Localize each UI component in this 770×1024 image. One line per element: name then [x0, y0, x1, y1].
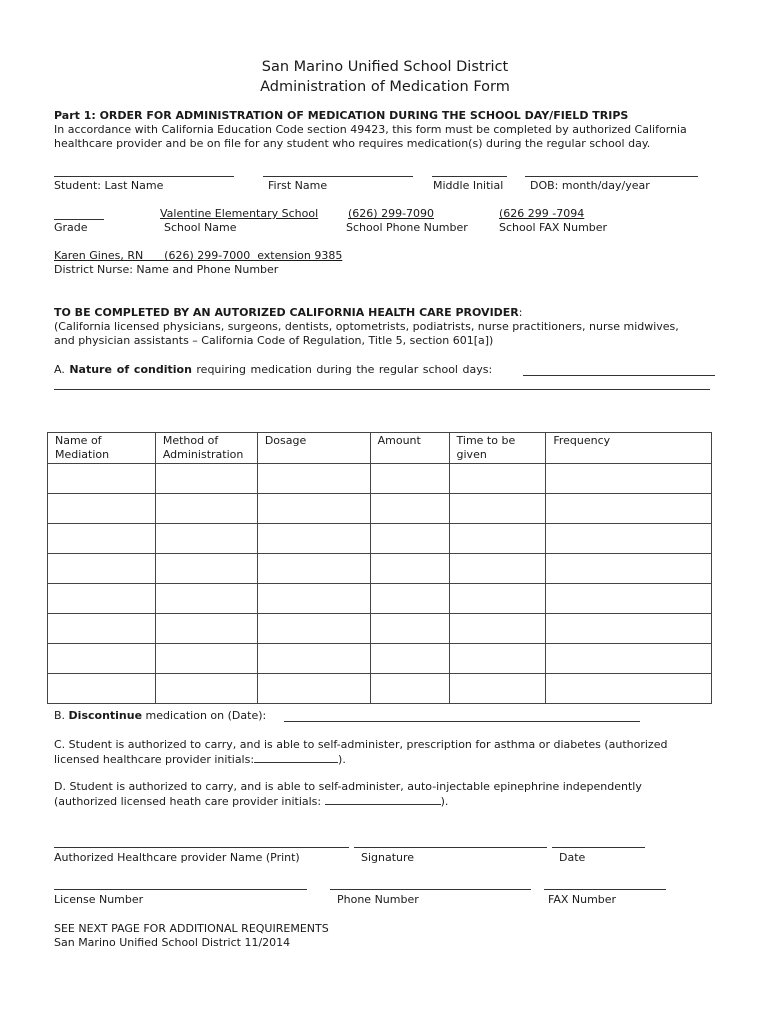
medication-cell[interactable] [449, 554, 546, 584]
column-header [370, 433, 449, 464]
medication-row [48, 614, 712, 644]
medication-cell[interactable] [449, 584, 546, 614]
medication-cell[interactable] [257, 554, 370, 584]
medication-cell[interactable] [155, 494, 257, 524]
dob-label: DOB: month/day/year [530, 179, 650, 192]
next-page-note: SEE NEXT PAGE FOR ADDITIONAL REQUIREMENTS [54, 922, 329, 935]
date-label: Date [559, 851, 586, 864]
medication-cell[interactable] [546, 674, 712, 704]
medication-row [48, 644, 712, 674]
dob-line[interactable] [525, 176, 698, 177]
item-a-text: requiring medication during the regular school days: [191, 363, 493, 376]
column-header-line [553, 448, 704, 462]
column-header [155, 433, 257, 464]
signature-label: Signature [361, 851, 415, 864]
medication-cell[interactable] [155, 464, 257, 494]
asthma-initials-line[interactable] [254, 752, 338, 763]
provider-section-heading [54, 306, 523, 320]
medication-cell[interactable] [449, 494, 546, 524]
fax-number-line[interactable] [544, 889, 666, 890]
item-d-prefix: (authorized licensed heath care provider initials: [54, 795, 325, 808]
medication-row [48, 464, 712, 494]
school-fax-value: (626 299 -7094 [499, 207, 585, 220]
item-a-prefix: A. [54, 363, 70, 376]
middle-initial-label: Middle Initial [433, 179, 504, 192]
medication-cell[interactable] [449, 464, 546, 494]
column-header-line: Mediation [55, 448, 110, 461]
school-name-label: School Name [164, 221, 237, 234]
date-line[interactable] [552, 847, 645, 848]
item-d-line2 [54, 794, 448, 809]
medication-cell[interactable] [449, 524, 546, 554]
column-header-line: Amount [377, 434, 421, 447]
item-b-prefix: B. [54, 709, 69, 722]
medication-cell[interactable] [546, 644, 712, 674]
item-c-line2 [54, 752, 346, 767]
medication-cell[interactable] [370, 584, 449, 614]
fax-number-label: FAX Number [548, 893, 617, 906]
part1-heading: Part 1: ORDER FOR ADMINISTRATION OF MEDICATION DURING THE SCHOOL DAY/FIELD TRIPS [54, 109, 629, 122]
medication-cell[interactable] [449, 614, 546, 644]
column-header-line: Administration [162, 448, 244, 461]
district-title: San Marino Unified School District [261, 59, 509, 75]
middle-initial-line[interactable] [432, 176, 507, 177]
discontinue-label [54, 709, 266, 723]
medication-cell[interactable] [48, 494, 156, 524]
medication-cell[interactable] [48, 614, 156, 644]
medication-cell[interactable] [155, 554, 257, 584]
item-c-prefix: licensed healthcare provider initials: [54, 753, 255, 766]
medication-cell[interactable] [370, 644, 449, 674]
item-b-text: medication on (Date): [142, 709, 267, 722]
medication-cell[interactable] [546, 524, 712, 554]
district-nurse-value: Karen Gines, RN (626) 299-7000 extension 9385 [54, 249, 343, 262]
medication-table [47, 432, 712, 704]
nature-of-condition-line[interactable] [523, 375, 715, 376]
medication-cell[interactable] [370, 554, 449, 584]
medication-row [48, 554, 712, 584]
school-phone-value: (626) 299-7090 [348, 207, 435, 220]
column-header [48, 433, 156, 464]
revision-note: San Marino Unified School District 11/2014 [54, 936, 291, 949]
school-name-value: Valentine Elementary School [160, 207, 319, 220]
medication-cell[interactable] [546, 554, 712, 584]
discontinue-date-line[interactable] [284, 721, 640, 722]
column-header [546, 433, 712, 464]
medication-cell[interactable] [257, 584, 370, 614]
provider-name-label: Authorized Healthcare provider Name (Print) [54, 851, 300, 864]
item-d-suffix: ). [440, 795, 449, 808]
medication-table-header [48, 433, 712, 464]
license-number-line[interactable] [54, 889, 307, 890]
last-name-line[interactable] [54, 176, 234, 177]
column-header-line [378, 448, 442, 462]
medication-cell[interactable] [257, 644, 370, 674]
provider-note-line1: (California licensed physicians, surgeons, dentists, optometrists, podiatrists, nurse practitioners, nurse midwives, [54, 320, 679, 333]
medication-cell[interactable] [546, 464, 712, 494]
medication-cell[interactable] [370, 614, 449, 644]
medication-row [48, 674, 712, 704]
medication-cell[interactable] [257, 614, 370, 644]
medication-cell[interactable] [155, 644, 257, 674]
school-fax-label: School FAX Number [499, 221, 608, 234]
column-header [449, 433, 546, 464]
phone-number-label: Phone Number [337, 893, 419, 906]
medication-cell[interactable] [257, 464, 370, 494]
form-title: Administration of Medication Form [260, 79, 510, 95]
column-header-line: Time to be [456, 434, 516, 447]
school-phone-label: School Phone Number [346, 221, 468, 234]
medication-cell[interactable] [370, 524, 449, 554]
column-header-line: Frequency [553, 434, 611, 447]
column-header-line [265, 448, 363, 462]
medication-cell[interactable] [370, 674, 449, 704]
provider-note-line2: and physician assistants – California Code of Regulation, Title 5, section 601[a]) [54, 334, 494, 347]
phone-number-line[interactable] [330, 889, 531, 890]
provider-heading-text: TO BE COMPLETED BY AN AUTORIZED CALIFORNIA HEALTH CARE PROVIDER [54, 306, 519, 319]
first-name-line[interactable] [263, 176, 413, 177]
column-header-line: Name of [55, 434, 102, 447]
nature-of-condition-label [54, 363, 492, 377]
medication-cell[interactable] [155, 584, 257, 614]
medication-cell[interactable] [546, 494, 712, 524]
column-header-line: Method of [162, 434, 219, 447]
medication-row [48, 584, 712, 614]
last-name-label: Student: Last Name [54, 179, 164, 192]
district-nurse-label: District Nurse: Name and Phone Number [54, 263, 279, 276]
medication-cell[interactable] [155, 614, 257, 644]
medication-row [48, 494, 712, 524]
medication-cell[interactable] [48, 674, 156, 704]
medication-cell[interactable] [449, 644, 546, 674]
license-number-label: License Number [54, 893, 144, 906]
item-c-suffix: ). [338, 753, 346, 766]
medication-cell[interactable] [48, 464, 156, 494]
medication-cell[interactable] [370, 494, 449, 524]
part1-intro-line1: In accordance with California Education Code section 49423, this form must be completed by authorized California [54, 123, 687, 136]
signature-line[interactable] [354, 847, 547, 848]
medication-cell[interactable] [48, 554, 156, 584]
item-d-line1: D. Student is authorized to carry, and is able to self-administer, auto-injectable epinephrine independently [54, 780, 642, 793]
grade-label: Grade [54, 221, 88, 234]
column-header-line: given [456, 448, 487, 461]
medication-cell[interactable] [257, 494, 370, 524]
provider-heading-colon: : [518, 306, 523, 319]
medication-cell[interactable] [48, 524, 156, 554]
item-a-bold: Nature of condition [69, 363, 192, 376]
medication-row [48, 524, 712, 554]
medication-cell[interactable] [48, 584, 156, 614]
medication-cell[interactable] [257, 674, 370, 704]
medication-cell[interactable] [449, 674, 546, 704]
column-header [257, 433, 370, 464]
item-b-bold: Discontinue [68, 709, 143, 722]
first-name-label: First Name [268, 179, 328, 192]
provider-name-line[interactable] [54, 847, 349, 848]
epinephrine-initials-line[interactable] [325, 794, 441, 805]
medication-cell[interactable] [546, 584, 712, 614]
nature-of-condition-line-2[interactable] [54, 389, 710, 390]
part1-intro-line2: healthcare provider and be on file for any student who requires medication(s) during the regular school day. [54, 137, 651, 150]
grade-line[interactable] [54, 219, 104, 220]
medication-cell[interactable] [48, 644, 156, 674]
item-c-line1: C. Student is authorized to carry, and is able to self-administer, prescription for asthma or diabetes (authorized [54, 738, 668, 751]
medication-cell[interactable] [155, 674, 257, 704]
medication-cell[interactable] [155, 524, 257, 554]
medication-cell[interactable] [257, 524, 370, 554]
medication-cell[interactable] [546, 614, 712, 644]
medication-cell[interactable] [370, 464, 449, 494]
column-header-line: Dosage [264, 434, 307, 447]
